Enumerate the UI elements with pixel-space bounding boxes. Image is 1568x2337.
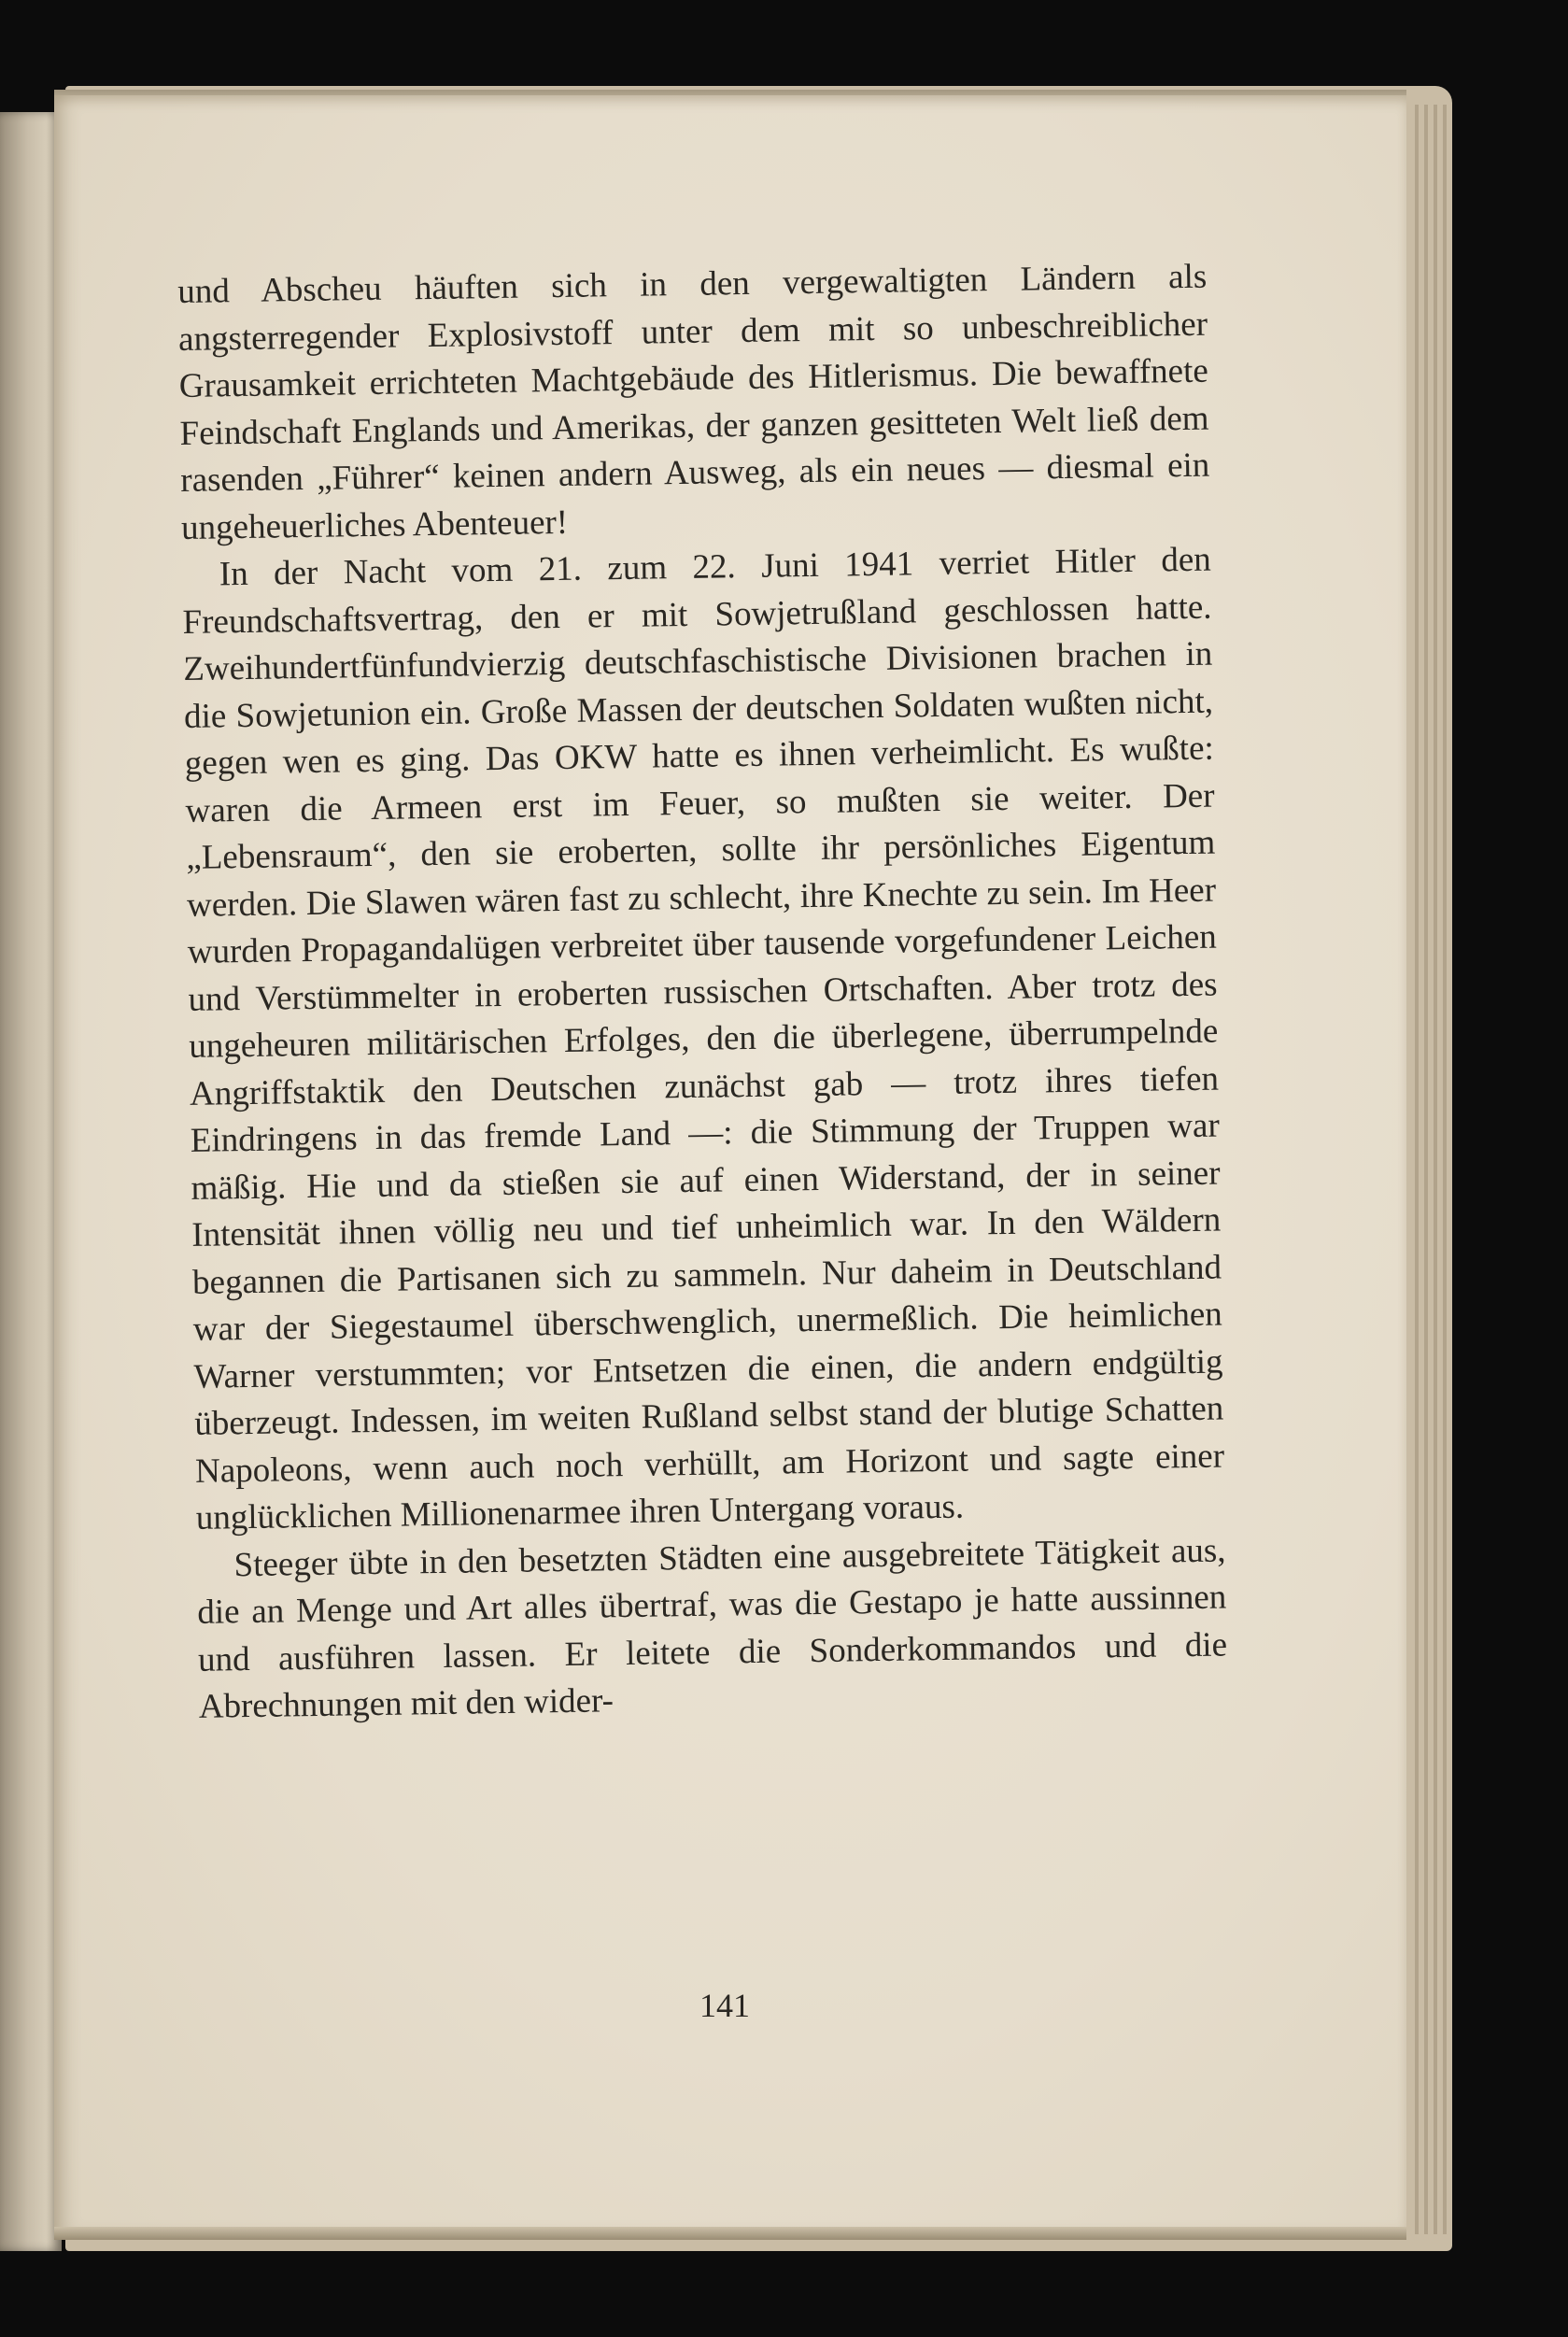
previous-page-edge <box>0 112 62 2251</box>
paragraph-2: In der Nacht vom 21. zum 22. Juni 1941 verriet Hitler den Freundschaftsvertrag, den er mit Sowjetrußland geschlossen hatte. Zweihundertfünfundvierzig deutschfaschistische Divisionen brachen in die Sowjetunion ein. Große Massen der deutschen Soldaten wußten nicht, gegen wen es ging. Das OKW hatte es ihnen verheimlicht. Es wußte: waren die Armeen erst im Feuer, so mußten sie weiter. Der „Lebensraum“, den sie eroberten, sollte ihr persönliches Eigentum werden. Die Slawen wären fast zu schlecht, ihre Knechte zu sein. Im Heer wurden Propagandalügen verbreitet über tausende vorgefundener Leichen und Verstümmelter in eroberten russischen Ortschaften. Aber trotz des ungeheuren militärischen Erfolges, den die überlegene, überrumpelnde Angriffstaktik den Deutschen zunächst gab — trotz ihres tiefen Eindringens in das fremde Land —: die Stimmung der Truppen war mäßig. Hie und da stießen sie auf einen Widerstand, der in seiner Intensität ihnen völlig neu und tief unheimlich war. In den Wäldern begannen die Partisanen sich zu sammeln. Nur daheim in Deutschland war der Siegestaumel überschwenglich, unermeßlich. Die heimlichen Warner verstummten; vor Entsetzen die einen, die andern endgültig überzeugt. Indessen, im weiten Rußland selbst stand der blutige Schatten Napoleons, wenn auch noch verhüllt, am Horizont und sagte einer unglücklichen Millionenarmee ihren Untergang voraus. <box>182 540 1225 1537</box>
paragraph-3: Steeger übte in den besetzten Städten eine ausgebreitete Tätigkeit aus, die an Menge und Art alles übertraf, was die Gestapo je hatte aussinnen und ausführen lassen. Er leitete die Sonderkommandos und die Abrechnungen mit den wider- <box>197 1531 1228 1726</box>
page-bottom-edge <box>54 2227 1406 2240</box>
page-edge-line <box>1415 105 1419 2234</box>
page-edge-line <box>1434 105 1437 2234</box>
page-edge-line <box>1424 105 1428 2234</box>
body-text <box>177 254 1228 1732</box>
paragraph-1: und Abscheu häuften sich in den vergewaltigten Ländern als angsterregender Explosivstoff unter dem mit so unbeschreiblicher Grausamkeit errichteten Machtgebäude des Hitlerismus. Die bewaffnete Feindschaft Englands und Amerikas, der ganzen gesitteten Welt ließ dem rasenden „Führer“ keinen andern Ausweg, als ein neues — diesmal ein ungeheuerliches Abenteuer! <box>177 257 1210 547</box>
page-number: 141 <box>699 1987 750 2024</box>
page-edge-line <box>1443 105 1447 2234</box>
